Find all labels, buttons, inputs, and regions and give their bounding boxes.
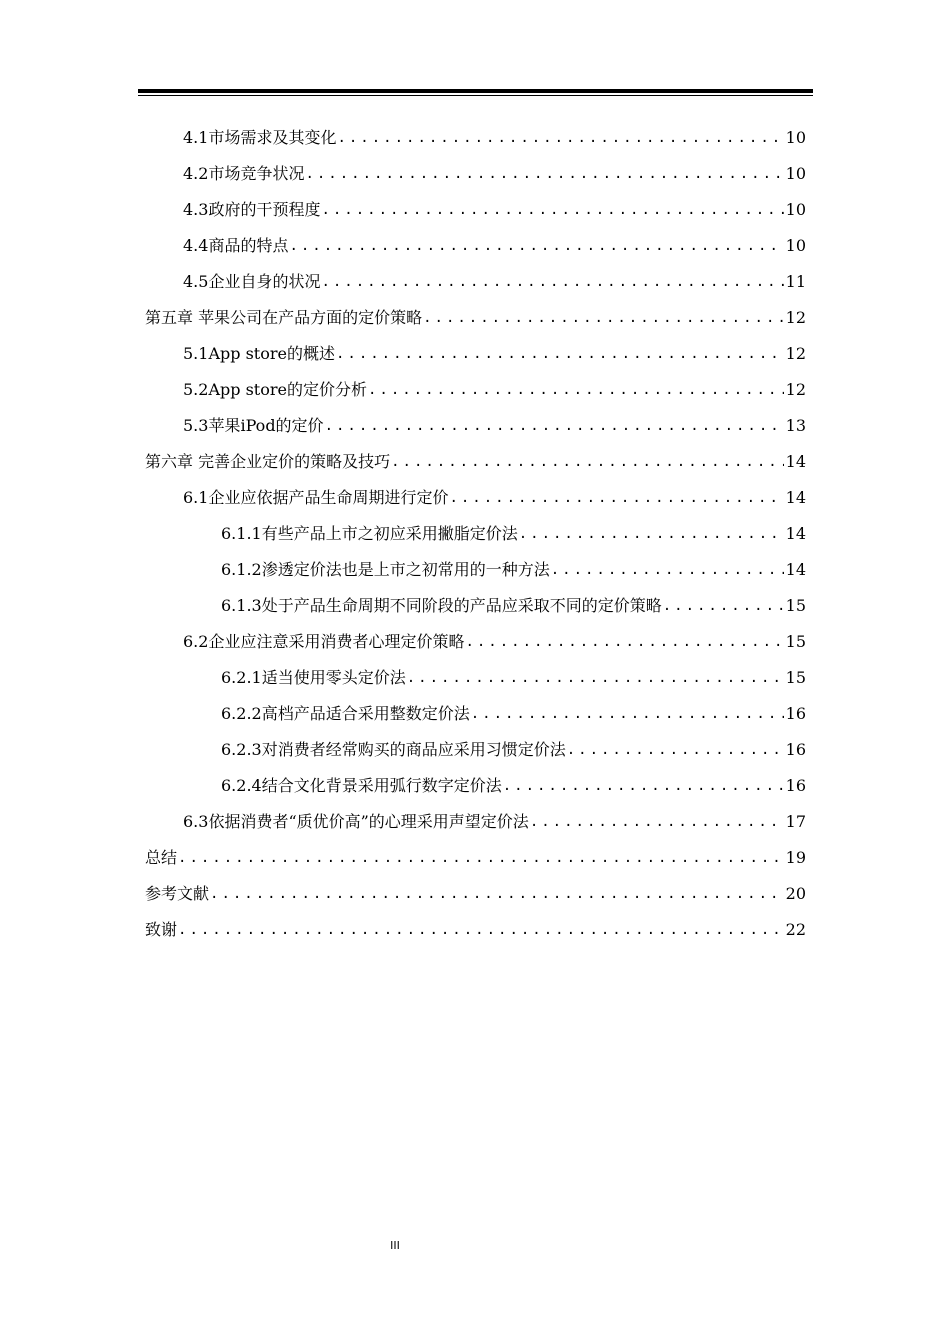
toc-entry-title: 致谢 — [145, 920, 178, 939]
page-number: III — [390, 1239, 400, 1252]
toc-entry[interactable] — [183, 336, 806, 372]
toc-entry-page: 16 — [785, 776, 806, 795]
toc-entry-title: 4.4商品的特点 — [183, 236, 289, 255]
toc-entry-page: 12 — [785, 344, 806, 363]
toc-entry[interactable] — [183, 408, 806, 444]
toc-dot-leader — [471, 696, 784, 732]
toc-entry-title: 6.1.1有些产品上市之初应采用撇脂定价法 — [221, 524, 518, 543]
toc-dot-leader — [391, 444, 784, 480]
toc-entry-title: 5.3苹果iPod的定价 — [183, 416, 324, 435]
toc-entry-page: 14 — [785, 488, 806, 507]
toc-entry-page: 20 — [785, 884, 806, 903]
toc-entry-page: 15 — [785, 596, 806, 615]
toc-entry-title: 第五章 苹果公司在产品方面的定价策略 — [145, 308, 423, 327]
toc-entry-title: 总结 — [145, 848, 178, 867]
toc-entry-page: 15 — [785, 632, 806, 651]
toc-dot-leader — [423, 300, 784, 336]
toc-entry-title: 6.3依据消费者“质优价高”的心理采用声望定价法 — [183, 812, 529, 831]
toc-entry[interactable] — [183, 228, 806, 264]
toc-dot-leader — [325, 408, 784, 444]
toc-entry-title: 参考文献 — [145, 884, 210, 903]
toc-entry[interactable] — [221, 588, 806, 624]
toc-entry-page: 12 — [785, 308, 806, 327]
toc-dot-leader — [465, 624, 783, 660]
toc-entry-page: 10 — [785, 236, 806, 255]
toc-dot-leader — [321, 264, 783, 300]
toc-entry[interactable] — [183, 804, 806, 840]
toc-dot-leader — [530, 804, 784, 840]
header-rule-thin — [138, 95, 813, 96]
toc-entry[interactable] — [183, 480, 806, 516]
toc-entry[interactable] — [183, 372, 806, 408]
toc-entry-title: 第六章 完善企业定价的策略及技巧 — [145, 452, 391, 471]
toc-entry-title: 6.2.4结合文化背景采用弧行数字定价法 — [221, 776, 502, 795]
toc-entry[interactable] — [221, 768, 806, 804]
toc-entry-page: 10 — [785, 164, 806, 183]
toc-dot-leader — [407, 660, 784, 696]
toc-entry-title: 6.1.2渗透定价法也是上市之初常用的一种方法 — [221, 560, 550, 579]
toc-entry[interactable] — [183, 192, 806, 228]
toc-dot-leader — [321, 192, 783, 228]
toc-dot-leader — [210, 876, 784, 912]
toc-entry[interactable] — [183, 120, 806, 156]
toc-dot-leader — [663, 588, 784, 624]
toc-dot-leader — [551, 552, 784, 588]
toc-entry[interactable] — [145, 876, 806, 912]
toc-entry-page: 10 — [785, 200, 806, 219]
toc-entry[interactable] — [183, 264, 806, 300]
toc-entry-page: 14 — [785, 524, 806, 543]
toc-entry-title: 6.2.2高档产品适合采用整数定价法 — [221, 704, 470, 723]
toc-entry-title: 6.2.1适当使用零头定价法 — [221, 668, 406, 687]
toc-entry-page: 16 — [785, 740, 806, 759]
toc-entry-page: 14 — [785, 560, 806, 579]
toc-entry[interactable] — [145, 912, 806, 948]
toc-entry-title: 4.1市场需求及其变化 — [183, 128, 337, 147]
toc-entry[interactable] — [221, 696, 806, 732]
toc-dot-leader — [305, 156, 783, 192]
toc-dot-leader — [503, 768, 784, 804]
toc-entry-page: 11 — [785, 272, 806, 291]
toc-entry-page: 15 — [785, 668, 806, 687]
toc-entry[interactable] — [145, 444, 806, 480]
toc-entry-title: 5.2App store的定价分析 — [183, 380, 367, 399]
toc-dot-leader — [289, 228, 783, 264]
toc-dot-leader — [336, 336, 784, 372]
toc-entry[interactable] — [183, 624, 806, 660]
toc-entry[interactable] — [221, 732, 806, 768]
toc-entry-title: 5.1App store的概述 — [183, 344, 335, 363]
toc-dot-leader — [567, 732, 784, 768]
toc-entry[interactable] — [145, 300, 806, 336]
header-rule-thick — [138, 89, 813, 93]
toc-entry-title: 4.3政府的干预程度 — [183, 200, 321, 219]
toc-entry[interactable] — [221, 660, 806, 696]
toc-dot-leader — [178, 912, 784, 948]
toc-entry-title: 4.2市场竞争状况 — [183, 164, 305, 183]
toc-entry-page: 16 — [785, 704, 806, 723]
toc-entry-page: 22 — [785, 920, 806, 939]
toc-dot-leader — [519, 516, 784, 552]
toc-entry-page: 19 — [785, 848, 806, 867]
toc-dot-leader — [337, 120, 783, 156]
toc-entry[interactable] — [221, 552, 806, 588]
toc-entry-page: 12 — [785, 380, 806, 399]
toc-entry-title: 6.1.3处于产品生命周期不同阶段的产品应采取不同的定价策略 — [221, 596, 662, 615]
toc-entry[interactable] — [183, 156, 806, 192]
toc-dot-leader — [449, 480, 783, 516]
toc-entry-title: 4.5企业自身的状况 — [183, 272, 321, 291]
toc-dot-leader — [368, 372, 784, 408]
toc-dot-leader — [178, 840, 784, 876]
toc-entry-page: 17 — [785, 812, 806, 831]
toc-entry-page: 14 — [785, 452, 806, 471]
toc-entry[interactable] — [221, 516, 806, 552]
toc-entry-title: 6.1企业应依据产品生命周期进行定价 — [183, 488, 449, 507]
toc-entry-page: 10 — [785, 128, 806, 147]
toc-entry-page: 13 — [785, 416, 806, 435]
toc-entry-title: 6.2企业应注意采用消费者心理定价策略 — [183, 632, 465, 651]
toc-entry[interactable] — [145, 840, 806, 876]
toc-entry-title: 6.2.3对消费者经常购买的商品应采用习惯定价法 — [221, 740, 566, 759]
